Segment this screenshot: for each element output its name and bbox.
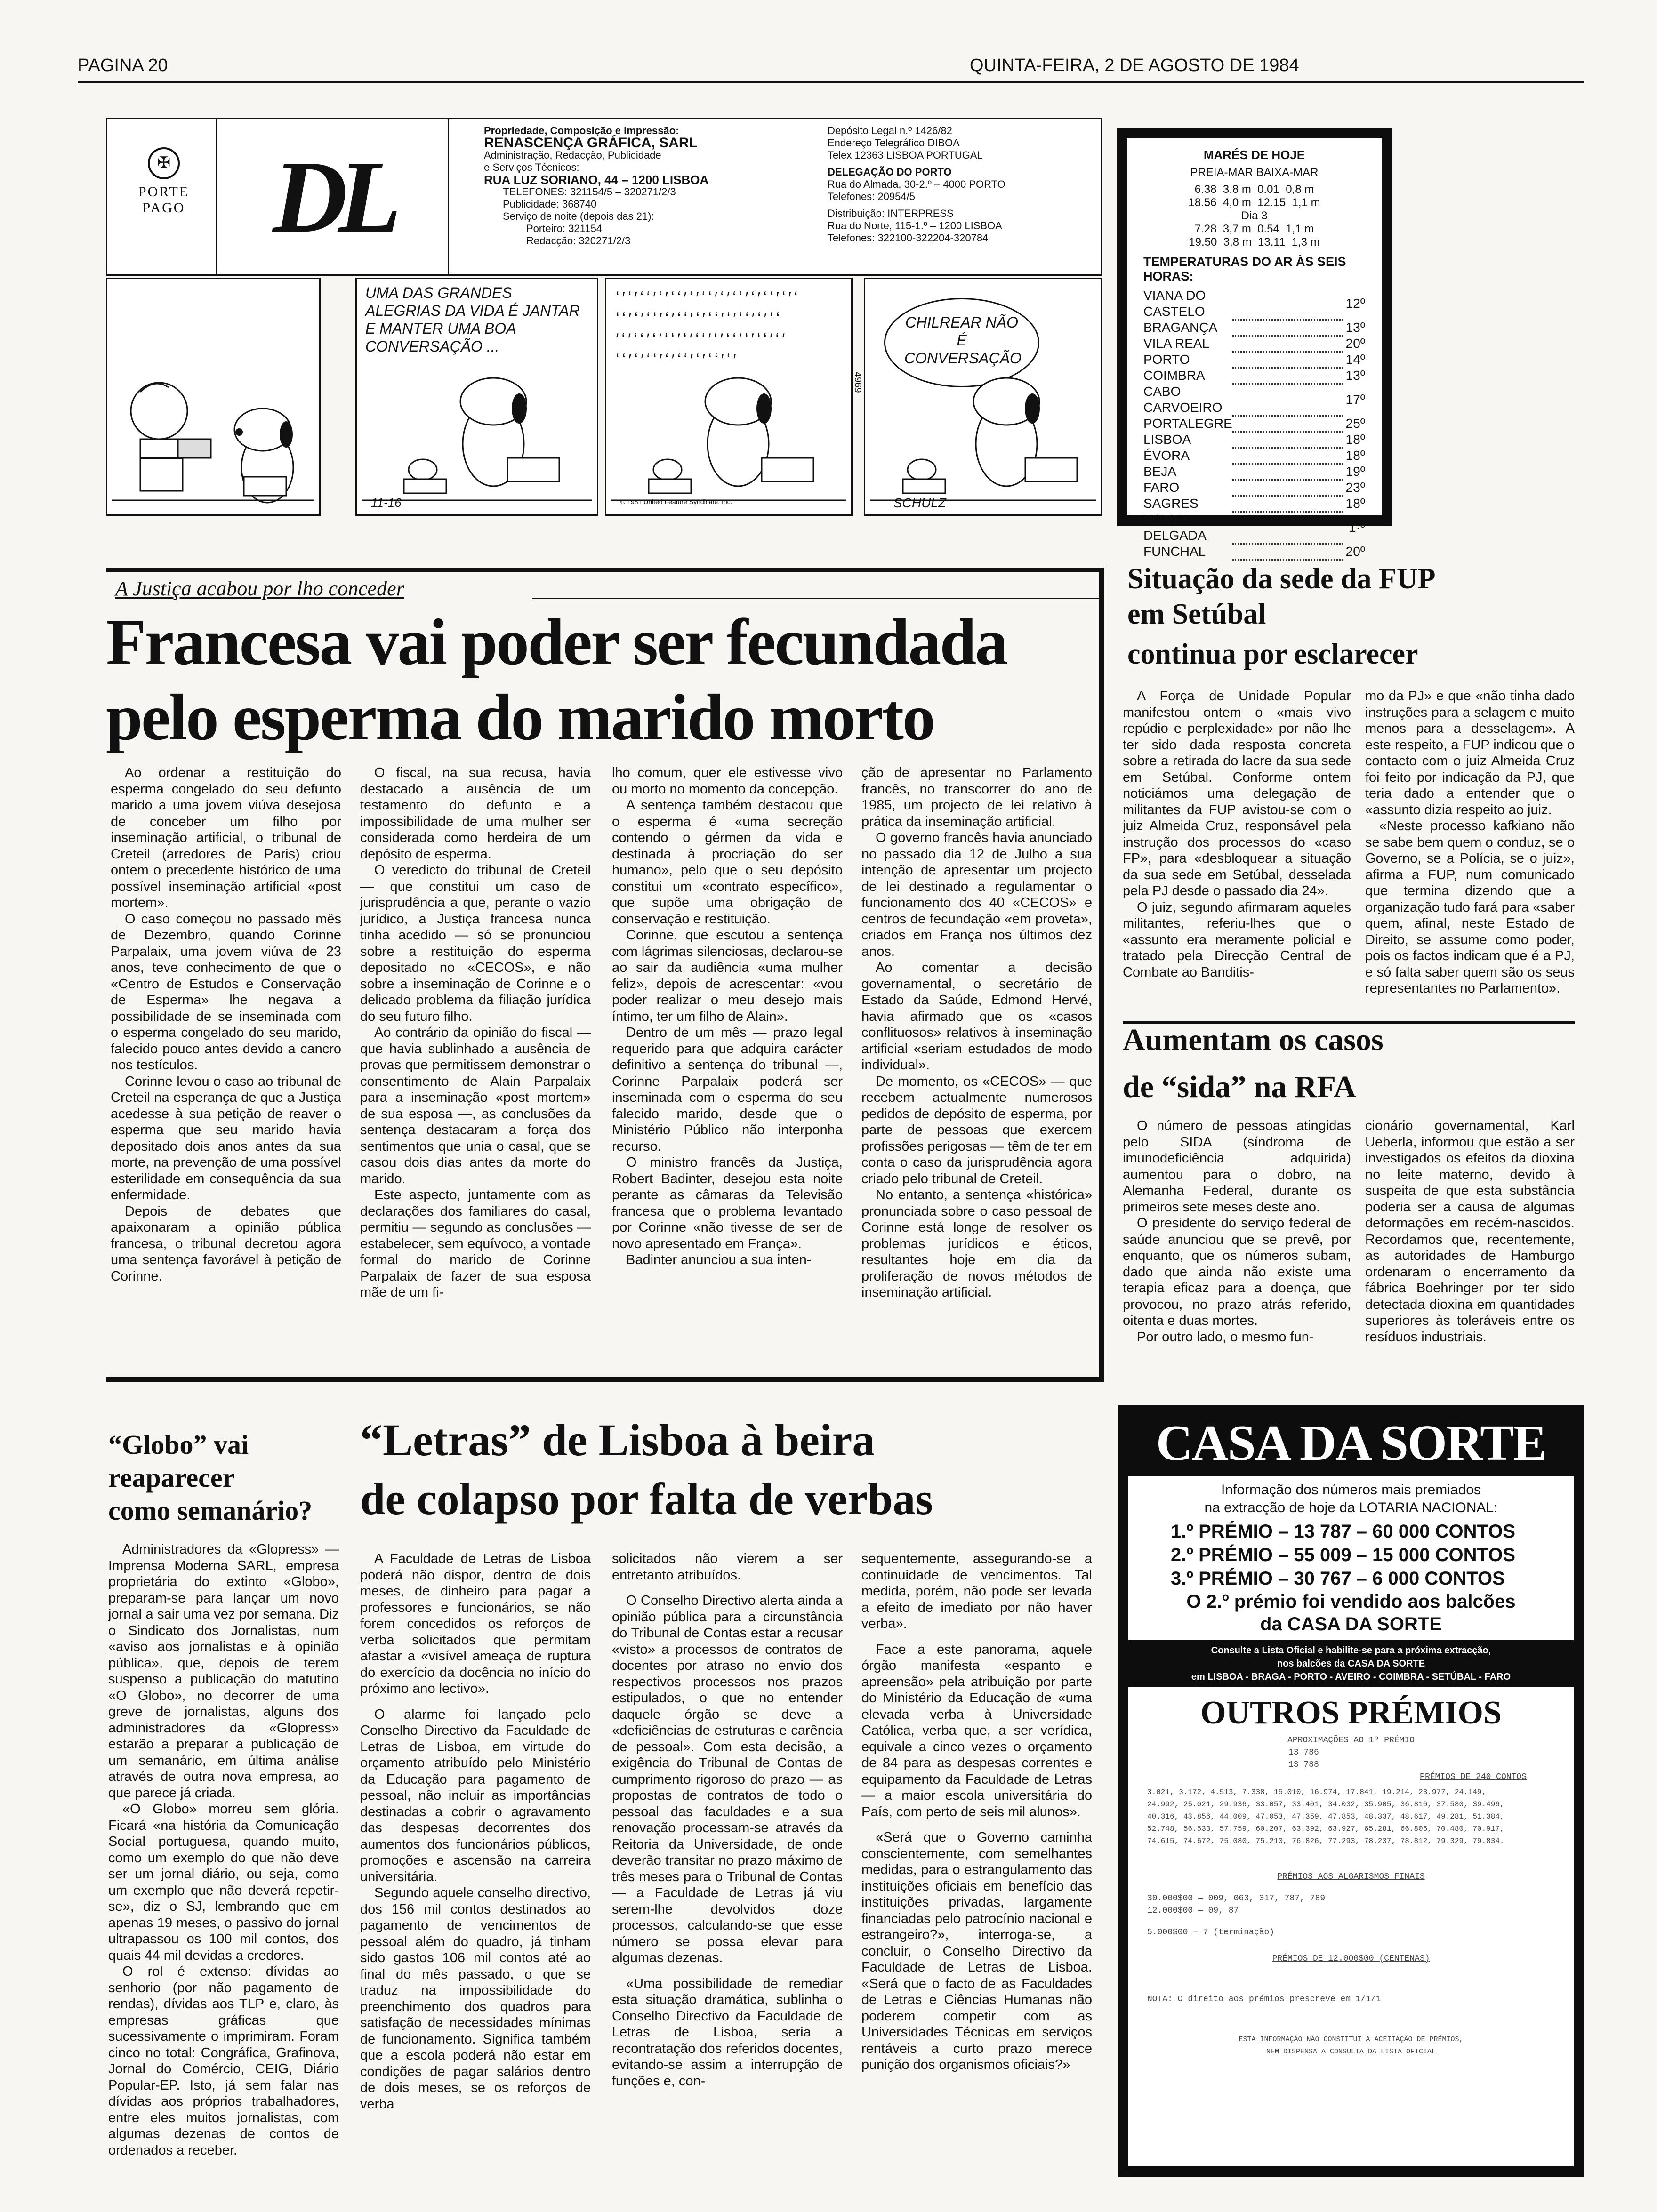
dot-leader bbox=[1232, 352, 1343, 368]
ad-cities: em LISBOA - BRAGA - PORTO - AVEIRO - COIMBRA - SETÚBAL - FARO bbox=[1191, 1672, 1511, 1682]
main-kicker-rule bbox=[532, 598, 1104, 599]
city-name: VILA REAL bbox=[1143, 336, 1210, 351]
comic-panel-4 bbox=[864, 278, 1102, 516]
city-name: VIANA DO CASTELO bbox=[1143, 288, 1206, 319]
globo-headline-1: “Globo” vai bbox=[108, 1429, 249, 1460]
ad-finais-row: 5.000$00 — 7 (terminação) bbox=[1147, 1928, 1275, 1937]
letras-headline-2: de colapso por falta de verbas bbox=[360, 1474, 933, 1524]
main-col-3 bbox=[612, 765, 843, 1367]
mh-line: DELEGAÇÃO DO PORTO bbox=[828, 166, 952, 178]
dl-logo bbox=[216, 118, 449, 276]
mh-line: Serviço de noite (depois das 21): bbox=[503, 210, 654, 222]
weather-box bbox=[1117, 128, 1392, 559]
mh-line: Telefones: 322100-322204-320784 bbox=[828, 232, 989, 244]
paragraph: A Força de Unidade Popular manifestou ontem o «mais vivo repúdio e perplexidade» por não lhe ter sido dada resposta concreta sobre a retirada do lacre da sua sede em Setúbal. Conforme ontem noticiámos uma delegação de militantes da FUP avistou-se com o juiz Almeida Cruz, responsável pela instrução dos processos do «caso FP», para «desbloquear a situação da sua sede em Setúbal, desselada pela PJ desde o passado dia 24». bbox=[1123, 689, 1351, 898]
paragraph: Corinne levou o caso ao tribunal de Creteil na esperança de que a Justiça acedesse à sua petição de reaver o esperma que seu marido havia depositado dois anos antes da sua morte, na prevenção de uma possível esterilidade em consequência da sua enfermidade. bbox=[111, 1074, 341, 1202]
temperature-value: 17º bbox=[1345, 392, 1365, 407]
dot-leader bbox=[1232, 496, 1343, 512]
paragraph: Face a este panorama, aquele órgão manifesta «espanto e apreensão» pela atribuição por parte do Ministério da Educação de «uma elevada verba à Universidade Católica, verba que, a ser verídica, equivale a cinco vezes o orçamento de 84 para as despesas correntes e equipamento da Faculdade de Letras — a maior escola universitária do País, com perto de seis mil alunos». bbox=[861, 1642, 1092, 1819]
main-top-rule bbox=[106, 568, 1104, 572]
dot-leader bbox=[1232, 320, 1343, 336]
paragraph: O presidente do serviço federal de saúde anunciou que se prevê, por enquanto, que os números subam, dado que ainda não existe uma terapia eficaz para a doença, que provocou, no prazo atrás referido, oitenta e duas mortes. bbox=[1123, 1216, 1351, 1328]
mh-line: Publicidade: 368740 bbox=[503, 198, 597, 210]
porte-pago-stamp bbox=[136, 147, 192, 227]
main-col-4 bbox=[861, 765, 1092, 1367]
comic-date-mark: 11-16 bbox=[371, 496, 402, 510]
fup-col-1 bbox=[1123, 688, 1351, 1022]
chirp-marks: ʻ′ʻ′ʻʻ′ʻ′ʻʻ′ʻ′ʻʻ′ʻ′ʻʻ′ʻ′ʻʻ′ʻ′ʻ ʻʻ′ʻ′ʻʻ′ʻ′ʻʻ′ʻ′ʻʻ′ʻ′ʻʻ′ʻ′ʻʻ ′ʻ′ʻʻ′ʻ′ʻʻ′ʻ′ʻʻ′ʻ′ʻʻ′ʻ′ʻʻ′ʻ′ ʻʻ′ʻ′ʻʻ′ʻ′ʻʻ′ʻ′ʻʻ′ʻ′ bbox=[616, 289, 801, 369]
mh-line: Telex 12363 LISBOA PORTUGAL bbox=[828, 149, 983, 161]
temperature-value: 18º bbox=[1345, 448, 1365, 463]
globo-headline-3: como semanário? bbox=[108, 1495, 313, 1526]
dl-logo-text: DL bbox=[273, 139, 392, 254]
mh-line: TELEFONES: 321154/5 – 320271/2/3 bbox=[503, 186, 676, 198]
masthead-info-right bbox=[828, 125, 1091, 244]
temperature-value: 25º bbox=[1345, 416, 1365, 431]
main-col-2 bbox=[360, 765, 591, 1367]
paragraph: De momento, os «CECOS» — que recebem actualmente numerosos pedidos de depósito de esperma, por parte de pessoas que exercem profissões perigosas — têm de ter em conta o caso da jurisprudência agora criado pelo tribunal de Creteil. bbox=[861, 1074, 1092, 1186]
temp-title: TEMPERATURAS DO AR ÀS SEIS HORAS: bbox=[1143, 255, 1346, 283]
porte-label: PORTE bbox=[138, 184, 190, 200]
temperature-value: 12º bbox=[1345, 296, 1365, 311]
casa-da-sorte-ad bbox=[1118, 1405, 1584, 2177]
paragraph: No entanto, a sentença «histórica» pronunciada sobre o caso pessoal de Corinne está longe de resolver os problemas jurídicos e éticos, resultantes hoje em dia da proliferação de novos métodos de inseminação artificial. bbox=[861, 1187, 1092, 1300]
paragraph: «O Globo» morreu sem glória. Ficará «na história da Comunicação Social portuguesa, quando muito, como um exemplo do que não deve ser um jornal diário, ou seja, como um exemplo que não deverá repetir-se», diz o SJ, lembrando que em apenas 19 meses, o passivo do jornal ultrapassou os 100 mil contos, dos quais 44 mil devidas a credores. bbox=[108, 1802, 339, 1963]
temperature-value: 18º bbox=[1345, 432, 1365, 447]
city-name: BRAGANÇA bbox=[1143, 320, 1218, 335]
comic-panel-2 bbox=[355, 278, 598, 516]
letras-headline-1: “Letras” de Lisboa à beira bbox=[360, 1415, 875, 1465]
paragraph: O número de pessoas atingidas pelo SIDA (síndroma de imunodeficiência adquirida) aumentou para o dobro, na Alemanha Federal, durante os primeiros sete meses deste ano. bbox=[1123, 1118, 1351, 1215]
paragraph: O veredicto do tribunal de Creteil — que constitui um caso de jurisprudência a que, perante o vazio jurídico, a Justiça francesa nunca tinha acedido — só se pronunciou sobre a restituição do esperma depositado no «CECOS», e não sobre a inseminação de Corinne e o delicado problema da filiação jurídica do seu futuro filho. bbox=[360, 863, 591, 1024]
fup-col-2 bbox=[1365, 688, 1575, 1022]
mh-line: Porteiro: 321154 bbox=[526, 223, 603, 234]
sida-headline-2: de “sida” na RFA bbox=[1123, 1070, 1356, 1104]
ad-prize-2: 2.º PRÉMIO – 55 009 – 15 000 CONTOS bbox=[1171, 1545, 1516, 1565]
temperature-row bbox=[1143, 544, 1365, 560]
tide-row: 6.38 3,8 m 0.01 0,8 m bbox=[1194, 183, 1314, 196]
main-headline-1: Francesa vai poder ser fecundada bbox=[106, 606, 1007, 679]
temperature-value: 1·º bbox=[1348, 520, 1365, 535]
ad-intro-1: Informação dos números mais premiados bbox=[1221, 1482, 1481, 1498]
temperature-value: 14º bbox=[1345, 352, 1365, 367]
temperature-value: 20º bbox=[1345, 544, 1365, 559]
city-name: PORTALEGRE bbox=[1143, 416, 1232, 431]
dot-leader bbox=[1232, 288, 1343, 320]
paragraph: Corinne, que escutou a sentença com lágrimas silenciosas, declarou-se ao sair da audiência «uma mulher feliz», depois de acrescentar: «vou poder realizar o meu desejo mais íntimo, ter um filho de Alain». bbox=[612, 928, 843, 1024]
city-name: FUNCHAL bbox=[1143, 544, 1206, 559]
mh-line: Rua do Norte, 115-1.º – 1200 LISBOA bbox=[828, 220, 1002, 232]
ad-title: CASA DA SORTE bbox=[1128, 1415, 1574, 1476]
snoopy-woodstock-drawing bbox=[606, 364, 851, 514]
temperature-row bbox=[1143, 336, 1365, 352]
ad-finais-title: PRÉMIOS AOS ALGARISMOS FINAIS bbox=[1277, 1872, 1425, 1882]
main-col-1 bbox=[111, 765, 341, 1367]
fup-headline-1: Situação da sede da FUP bbox=[1127, 563, 1436, 595]
fup-headline-3: continua por esclarecer bbox=[1127, 638, 1418, 670]
ad-contos-title: PRÉMIOS DE 240 CONTOS bbox=[1420, 1772, 1527, 1782]
pago-label: PAGO bbox=[142, 200, 185, 216]
mh-line: Depósito Legal n.º 1426/82 bbox=[828, 125, 952, 136]
dot-leader bbox=[1232, 480, 1343, 496]
mh-line: Rua do Almada, 30-2.º – 4000 PORTO bbox=[828, 178, 1005, 190]
ad-number-row: 3.021, 3.172, 4.513, 7.338, 15.010, 16.974, 17.841, 19.214, 23.977, 24.149, bbox=[1147, 1788, 1487, 1796]
city-name: ÉVORA bbox=[1143, 448, 1190, 463]
tide-row: 19.50 3,8 m 13.11 1,3 m bbox=[1189, 236, 1320, 248]
paragraph: cionário governamental, Karl Ueberla, informou que estão a ser investigados os efeitos da dioxina no leite materno, devido à suspeita de que esta substância poderia ser a causa de algumas deformações em recém-nascidos. Recordamos que, recentemente, as autoridades de Hamburgo ordenaram o encerramento da fábrica Boehringer por ter sido detectada dioxina em quantidades superiores às toleráveis entre os resíduos industriais. bbox=[1365, 1118, 1575, 1345]
paragraph: Segundo aquele conselho directivo, dos 156 mil contos destinados ao pagamento de vencimentos de pessoal além do quadro, já tinham sido gastos 106 mil contos até ao final do mês passado, o que se traduz na impossibilidade do preenchimento dos quadros para satisfação de necessidades mínimas de funcionamento. Significa também que a escola poderá não estar em condições de pagar salários dentro de dois meses, se os reforços de verba bbox=[360, 1885, 591, 2112]
paragraph: «Uma possibilidade de remediar esta situação dramática, sublinha o Conselho Directivo da Faculdade de Letras de Lisboa, seria a recontratação dos referidos docentes, evitando-se assim a interrupção de funções e, con- bbox=[612, 1976, 843, 2089]
ad-number-row: 74.615, 74.672, 75.080, 75.210, 76.826, 77.293, 78.237, 78.812, 79.329, 79.834. bbox=[1147, 1837, 1504, 1845]
masthead bbox=[106, 118, 1102, 276]
tide-row: 18.56 4,0 m 12.15 1,1 m bbox=[1188, 196, 1320, 209]
city-name: BEJA bbox=[1143, 464, 1177, 479]
dot-leader bbox=[1232, 384, 1343, 416]
page-number: PAGINA 20 bbox=[78, 56, 168, 75]
temperature-value: 18º bbox=[1345, 496, 1365, 511]
temperature-table bbox=[1143, 288, 1365, 561]
dot-leader bbox=[1232, 464, 1343, 480]
dot-leader bbox=[1232, 416, 1343, 432]
paragraph: Dentro de um mês — prazo legal requerido para que adquira carácter definitivo a sentença do tribunal —, Corinne Parpalaix poderá ser inseminada com o esperma do seu falecido marido, desde que o Ministério Público não interponha recurso. bbox=[612, 1025, 843, 1154]
comic-bubble-1: UMA DAS GRANDES ALEGRIAS DA VIDA É JANTAR E MANTER UMA BOA CONVERSAÇÃO ... bbox=[365, 284, 580, 355]
ad-consult-1: Consulte a Lista Oficial e habilite-se para a próxima extracção, bbox=[1211, 1645, 1491, 1656]
temperature-row bbox=[1143, 496, 1365, 512]
paragraph: «Será que o Governo caminha conscientemente, com semelhantes medidas, para o estrangulamento das instituições oficiais em benefício das instituições privadas, largamente financiadas pelo patrocínio nacional e estrangeiro?», interroga-se, a concluir, o Conselho Directivo da Faculdade de Letras de Lisboa. «Será que o facto de as Faculdades de Letras e Ciências Humanas não poderem competir com as Universidades Técnicas em serviços rentáveis a curto prazo merece punição dos organismos oficiais?» bbox=[861, 1830, 1092, 2072]
dot-leader bbox=[1232, 368, 1343, 384]
mh-line: Endereço Telegráfico DIBOA bbox=[828, 137, 960, 149]
main-right-rule bbox=[1099, 568, 1104, 1382]
ad-note-2: da CASA DA SORTE bbox=[1260, 1614, 1442, 1635]
temperature-row bbox=[1143, 352, 1365, 368]
paragraph: O rol é extenso: dívidas ao senhorio (por não pagamento de rendas), dívidas aos TLP e, claro, às empresas gráficas que sucessivamente o imprimiram. Foram cinco no total: Congráfica, Grafinova, Jornal do Comércio, CEIG, Diário Popular-EP. Isto, já sem falar nas dívidas aos próprios trabalhadores, entre eles muitos jornalistas, com algumas dezenas de contos de ordenados a receber. bbox=[108, 1964, 339, 2158]
city-name: PORTO bbox=[1143, 352, 1190, 367]
paragraph: O juiz, segundo afirmaram aqueles militantes, referiu-lhes que o «assunto era meramente policial e tratado pela Direcção Central de Combate ao Banditis- bbox=[1123, 899, 1351, 980]
globo-headline-2: reaparecer bbox=[108, 1462, 235, 1493]
paragraph: mo da PJ» e que «não tinha dado instruções para a selagem e muito menos para a desselagem». A este respeito, a FUP indicou que o contacto com o juiz Almeida Cruz foi feito por indicação da PJ, que teria dado a entender que o «assunto dizia respeito ao juiz. bbox=[1365, 689, 1575, 817]
dot-leader bbox=[1232, 512, 1343, 544]
ad-aprox-row: 13 788 bbox=[1288, 1760, 1319, 1770]
paragraph: ção de apresentar no Parlamento francês, no transcorrer do ano de 1985, um projecto de lei relativo à prática da inseminação artificial. bbox=[861, 765, 1092, 829]
mh-line: Administração, Redacção, Publicidade bbox=[484, 149, 661, 161]
sida-col-1 bbox=[1123, 1118, 1351, 1381]
temperature-value: 19º bbox=[1345, 464, 1365, 479]
sida-headline-1: Aumentam os casos bbox=[1123, 1023, 1384, 1057]
paragraph: A Faculdade de Letras de Lisboa poderá não dispor, dentro de dois meses, de dinheiro para pagar a professores e funcionários, se não forem concedidos os reforços de verba solicitados que permitam afastar a «visível ameaça de ruptura do exercício da docência no início do próximo ano lectivo». bbox=[360, 1551, 591, 1696]
ad-prize-1: 1.º PRÉMIO – 13 787 – 60 000 CONTOS bbox=[1171, 1521, 1516, 1542]
city-name: LISBOA bbox=[1143, 432, 1191, 447]
paragraph: Ao contrário da opinião do fiscal — que havia sublinhado a ausência de provas que permitissem demonstrar o consentimento de Alain Parpalaix para a inseminação «post mortem» de sua esposa —, as conclusões da sentença destacaram a força dos sentimentos que unia o casal, que se casou dois dias antes da morte do marido. bbox=[360, 1025, 591, 1186]
comic-code: 4969 bbox=[853, 372, 863, 393]
paragraph: A sentença também destacou que o esperma é «uma secreção contendo o gérmen da vida e destinada à procriação do ser humano», pelo que o seu depósito constitui um «contrato específico», que supõe uma obrigação de conservação e restituição. bbox=[612, 798, 843, 927]
main-headline-2: pelo esperma do marido morto bbox=[106, 681, 934, 754]
mh-line: Distribuição: INTERPRESS bbox=[828, 208, 954, 219]
ad-centenas-title: PRÉMIOS DE 12.000$00 (CENTENAS) bbox=[1272, 1954, 1430, 1964]
charlie-snoopy-drawing bbox=[107, 279, 319, 514]
temperature-row bbox=[1143, 368, 1365, 384]
tide-row: 7.28 3,7 m 0.54 1,1 m bbox=[1194, 223, 1314, 235]
page-date: QUINTA-FEIRA, 2 DE AGOSTO DE 1984 bbox=[970, 56, 1299, 75]
comic-signature: SCHULZ bbox=[893, 496, 947, 510]
paragraph: O Conselho Directivo alerta ainda a opinião pública para a circunstância do Tribunal de Contas estar a recusar «visto» a processos de contratos de docentes por atraso no envio dos respectivos processos nos prazos estipulados, o que no entender daquele órgão se deve a «deficiências de estruturas e carência de pessoal». Com esta decisão, a exigência do Tribunal de Contas de cumprimento rigoroso do prazo — as propostas de contratos de todo o pessoal das faculdades e a sua renovação processam-se através da Reitoria da Universidade, de onde deverão transitar no prazo máximo de três meses para o Tribunal de Contas — a Faculdade de Letras já viu serem-lhe devolvidos doze processos, calculando-se que esse número se possa elevar para algumas dezenas. bbox=[612, 1593, 843, 1965]
comic-copyright: © 1981 United Feature Syndicate, Inc. bbox=[620, 498, 732, 505]
sida-col-2 bbox=[1365, 1118, 1575, 1381]
paragraph: sequentemente, assegurando-se a continuidade de vencimentos. Tal medida, porém, não pode ser levada a efeito de imediato por não haver verba». bbox=[861, 1551, 1092, 1631]
ad-finais-row: 30.000$00 — 009, 063, 317, 787, 789 bbox=[1147, 1894, 1326, 1903]
ad-outros-title: OUTROS PRÉMIOS bbox=[1200, 1695, 1502, 1731]
paragraph: lho comum, quer ele estivesse vivo ou morto no momento da concepção. bbox=[612, 765, 843, 797]
paragraph: O fiscal, na sua recusa, havia destacado a ausência de um testamento do defunto e a impossibilidade de uma mulher ser considerada como herdeira de um depósito de esperma. bbox=[360, 765, 591, 862]
globo-col-1 bbox=[108, 1541, 339, 2196]
tides-subtitle: PREIA-MAR BAIXA-MAR bbox=[1190, 166, 1319, 179]
comic-panel-1 bbox=[106, 278, 321, 516]
mh-line: RUA LUZ SORIANO, 44 – 1200 LISBOA bbox=[484, 173, 709, 187]
city-name: FARO bbox=[1143, 480, 1180, 495]
paragraph: «Neste processo kafkiano não se sabe bem quem o conduz, se o Governo, se a Polícia, se o juiz», afirma a FUP, num comunicado que termina dizendo que a organização tudo fará para «saber quem, afinal, neste Estado de Direito, se assume como poder, pois os factos indicam que é a PJ, e só falta saber quem são os seus representantes no Parlamento». bbox=[1365, 818, 1575, 996]
snoopy-woodstock-drawing bbox=[357, 364, 597, 514]
paragraph: Badinter anunciou a sua inten- bbox=[626, 1252, 812, 1267]
dot-leader bbox=[1232, 448, 1343, 464]
tide-row: Dia 3 bbox=[1241, 209, 1268, 222]
letras-col-3 bbox=[861, 1551, 1092, 2196]
temperature-row bbox=[1143, 512, 1365, 544]
ad-number-row: 24.992, 25.021, 29.936, 33.057, 33.401, 34.032, 35.905, 36.810, 37.580, 39.496, bbox=[1147, 1800, 1504, 1809]
ad-nota: NOTA: O direito aos prémios prescreve em 1/1/1 bbox=[1147, 1995, 1381, 2004]
paragraph: O caso começou no passado mês de Dezembro, quando Corinne Parpalaix, uma jovem viúva de 23 anos, teve conhecimento de que o «Centro de Estudos e Conservação de Esperma» lhe negava a possibilidade de se inseminada com o esperma congelado do seu marido, falecido pouco antes devido a cancro nos testículos. bbox=[111, 911, 341, 1073]
temperature-row bbox=[1143, 288, 1365, 320]
mh-line: e Serviços Técnicos: bbox=[484, 161, 579, 173]
temperature-row bbox=[1143, 416, 1365, 432]
ad-footer-2: NEM DISPENSA A CONSULTA DA LISTA OFICIAL bbox=[1266, 2048, 1436, 2056]
temperature-value: 20º bbox=[1345, 336, 1365, 351]
paragraph: solicitados não vierem a ser entretanto atribuídos. bbox=[612, 1551, 843, 1583]
ad-prize-3: 3.º PRÉMIO – 30 767 – 6 000 CONTOS bbox=[1171, 1568, 1505, 1589]
ad-number-row: 40.316, 43.856, 44.009, 47.053, 47.359, 47.853, 48.337, 48.617, 49.281, 51.384, bbox=[1147, 1812, 1504, 1821]
ad-number-row: 52.748, 56.533, 57.759, 60.207, 63.392, 63.927, 65.281, 66.806, 70.480, 70.917, bbox=[1147, 1825, 1504, 1833]
paragraph: Ao ordenar a restituição do esperma congelado do seu defunto marido a uma jovem viúva desejosa de conceber um filho por inseminação artificial, o tribunal de Creteil (arredores de Paris) criou ontem o precedente histórico de uma possível inseminação artificial «post mortem». bbox=[111, 765, 341, 910]
crest-icon: ✠ bbox=[148, 147, 180, 179]
paragraph: O ministro francês da Justiça, Robert Badinter, desejou esta noite perante as câmaras da Televisão francesa que o problema levantado por Corinne «não tivesse de ser de novo apresentado em França». bbox=[612, 1155, 843, 1251]
temperature-row bbox=[1143, 464, 1365, 480]
tides-title: MARÉS DE HOJE bbox=[1203, 148, 1305, 162]
temperature-value: 13º bbox=[1345, 320, 1365, 335]
city-name: COIMBRA bbox=[1143, 368, 1205, 383]
ad-footer-1: ESTA INFORMAÇÃO NÃO CONSTITUI A ACEITAÇÃO DE PRÉMIOS, bbox=[1239, 2036, 1464, 2044]
paragraph: Por outro lado, o mesmo fun- bbox=[1137, 1329, 1314, 1345]
temperature-value: 13º bbox=[1345, 368, 1365, 383]
paragraph: O alarme foi lançado pelo Conselho Directivo da Faculdade de Letras de Lisboa, em virtude do orçamento atribuído pelo Ministério da Educação para pagamento de pessoal, não incluir as importâncias destinadas a cobrir o agravamento das despesas decorrentes dos aumentos dos funcionários públicos, promoções e ascensão na carreira universitária. bbox=[360, 1707, 591, 1884]
letras-col-1 bbox=[360, 1551, 591, 2196]
city-name: CABO CARVOEIRO bbox=[1143, 384, 1223, 415]
letras-col-2 bbox=[612, 1551, 843, 2196]
ad-aprox-row: 13 786 bbox=[1288, 1748, 1319, 1757]
city-name: SAGRES bbox=[1143, 496, 1199, 511]
header-rule bbox=[78, 81, 1584, 83]
ad-note-1: O 2.º prémio foi vendido aos balcões bbox=[1186, 1591, 1516, 1612]
ad-aprox-title: APROXIMAÇÕES AO 1º PRÉMIO bbox=[1287, 1736, 1415, 1745]
main-kicker: A Justiça acabou por lho conceder bbox=[115, 577, 404, 600]
temperature-row bbox=[1143, 480, 1365, 496]
mh-line: Redacção: 320271/2/3 bbox=[526, 235, 631, 247]
mh-line: Propriedade, Composição e Impressão: bbox=[484, 125, 679, 136]
fup-headline-2: em Setúbal bbox=[1127, 598, 1266, 630]
comic-panel-3 bbox=[605, 278, 853, 516]
paragraph: Este aspecto, juntamente com as declarações dos familiares do casal, permitiu — segundo as conclusões — estabelecer, sem equívoco, a vontade formal do marido de Corinne Parpalaix de fazer de sua esposa mãe de um fi- bbox=[360, 1187, 591, 1300]
dot-leader bbox=[1232, 544, 1343, 560]
paragraph: Depois de debates que apaixonaram a opinião pública francesa, o tribunal decretou agora uma sentença favorável à petição de Corinne. bbox=[111, 1203, 341, 1284]
ad-intro-2: na extracção de hoje da LOTARIA NACIONAL: bbox=[1204, 1500, 1498, 1515]
comic-bubble-2-text: CHILREAR NÃO É CONVERSAÇÃO bbox=[904, 314, 1022, 367]
mh-line: RENASCENÇA GRÁFICA, SARL bbox=[484, 135, 698, 151]
ad-consult-2: nos balcões da CASA DA SORTE bbox=[1277, 1659, 1425, 1669]
ad-finais-row: 12.000$00 — 09, 87 bbox=[1147, 1906, 1239, 1915]
paragraph: O governo francês havia anunciado no passado dia 12 de Julho a sua intenção de apresentar um projecto de lei destinado a regulamentar o funcionamento dos 40 «CECOS» e centros de fecundação «em proveta», criados em França nos últimos dez anos. bbox=[861, 830, 1092, 959]
comic-strip bbox=[106, 278, 1099, 515]
masthead-info-left bbox=[484, 125, 785, 247]
snoopy-woodstock-drawing bbox=[865, 364, 1101, 514]
dot-leader bbox=[1232, 432, 1343, 448]
temperature-row bbox=[1143, 448, 1365, 464]
paragraph: Ao comentar a decisão governamental, o secretário de Estado da Saúde, Edmond Hervé, havia afirmado que os «casos conflituosos» relativos à inseminação artificial «seriam estudados de modo individual». bbox=[861, 960, 1092, 1073]
temperature-row bbox=[1143, 384, 1365, 416]
paragraph: Administradores da «Glopress» — Imprensa Moderna SARL, empresa proprietária do extinto «Globo», preparam-se para lançar um novo jornal a sair uma vez por semana. Diz o Sindicato dos Jornalistas, num «aviso aos jornalistas e à opinião pública», que, depois de terem suspenso a publicação do matutino «O Globo», no decorrer de uma greve de jornalistas, alguns dos administradores da «Glopress» estarão a preparar a publicação de um semanário, em última análise através de outra nova empresa, ao que parece já criada. bbox=[108, 1542, 339, 1801]
dot-leader bbox=[1232, 336, 1343, 352]
mh-line: Telefones: 20954/5 bbox=[828, 191, 915, 202]
city-name: PONTA DELGADA bbox=[1143, 512, 1207, 543]
temperature-value: 23º bbox=[1345, 480, 1365, 495]
temperature-row bbox=[1143, 320, 1365, 336]
main-bottom-rule bbox=[106, 1377, 1104, 1382]
temperature-row bbox=[1143, 432, 1365, 448]
